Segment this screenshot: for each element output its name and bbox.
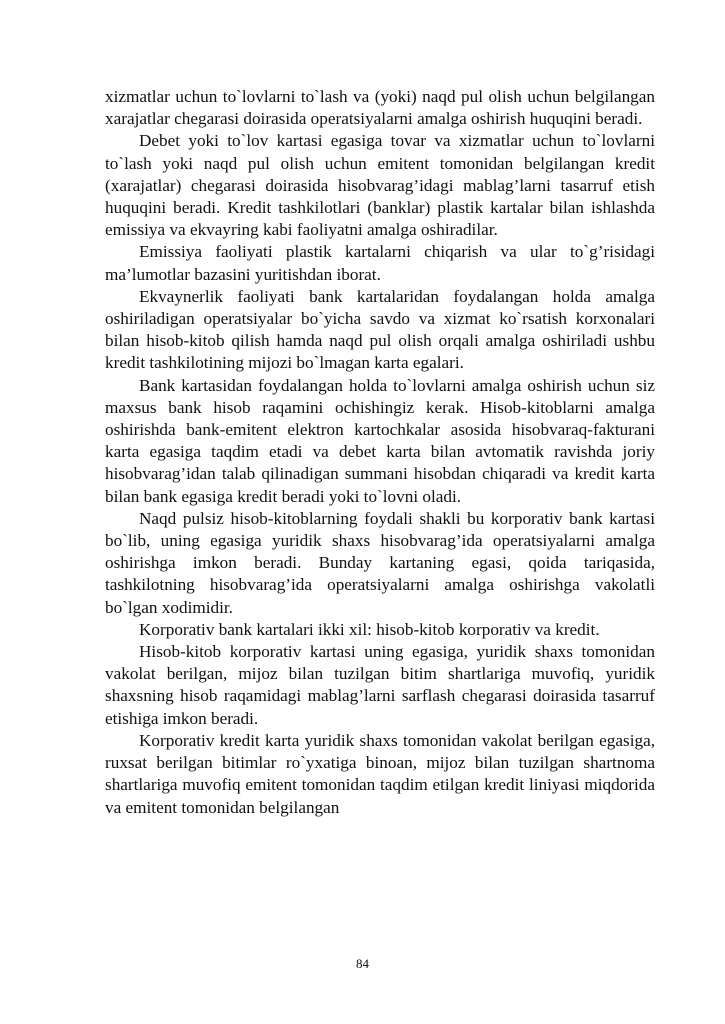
paragraph-3: Emissiya faoliyati plastik kartalarni chiqarish va ular to`g’risidagi ma’lumotlar bazasini yuritishdan iborat. xyxy=(105,242,655,284)
paragraph-2: Debet yoki to`lov kartasi egasiga tovar va xizmatlar uchun to`lovlarni to`lash yoki naqd pul olish uchun emitent tomonidan belgilangan kredit (xarajatlar) chegarasi doirasida hisobvarag’idagi mablag’larni tasarruf etish huquqini beradi. Kredit tashkilotlari (banklar) plastik kartalar bilan ishlashda emissiya va ekvayring kabi faoliyatni amalga oshiradilar. xyxy=(105,131,655,240)
page-number: 84 xyxy=(356,956,369,971)
paragraph-7: Korporativ bank kartalari ikki xil: hisob-kitob korporativ va kredit. xyxy=(139,619,600,639)
paragraph-5: Bank kartasidan foydalangan holda to`lovlarni amalga oshirish uchun siz maxsus bank hisob raqamini ochishingiz kerak. Hisob-kitoblarni amalga oshirishda bank-emitent elektron kartochkalar asosida hisobvaraq-fakturani karta egasiga taqdim etadi va debet karta bilan avtomatik ravishda joriy hisobvarag’idan talab qilinadigan summani hisobdan chiqaradi va kredit karta bilan bank egasiga kredit beradi yoki to`lovni oladi. xyxy=(105,375,655,506)
paragraph-1: xizmatlar uchun to`lovlarni to`lash va (yoki) naqd pul olish uchun belgilangan xarajatlar chegarasi doirasida operatsiyalarni amalga oshirish huquqini beradi. xyxy=(105,87,655,129)
paragraph-8: Hisob-kitob korporativ kartasi uning egasiga, yuridik shaxs tomonidan vakolat berilgan, mijoz bilan tuzilgan bitim shartlariga muvofiq, yuridik shaxsning hisob raqamidagi mablag’larni sarflash chegarasi doirasida tasarruf etishiga imkon beradi. xyxy=(105,642,655,728)
paragraph-4: Ekvaynerlik faoliyati bank kartalaridan foydalangan holda amalga oshiriladigan operatsiyalar bo`yicha savdo va xizmat ko`rsatish korxonalari bilan hisob-kitob qilish hamda naqd pul olish orqali amalga oshiriladi ushbu kredit tashkilotining mijozi bo`lmagan karta egalari. xyxy=(105,286,655,373)
paragraph-9: Korporativ kredit karta yuridik shaxs tomonidan vakolat berilgan egasiga, ruxsat berilgan bitimlar ro`yxatiga binoan, mijoz bilan tuzilgan shartnoma shartlariga muvofiq emitent tomonidan taqdim etilgan kredit liniyasi miqdorida va emitent tomonidan belgilangan xyxy=(105,730,655,817)
document-body xyxy=(105,86,655,819)
paragraph-6: Naqd pulsiz hisob-kitoblarning foydali shakli bu korporativ bank kartasi bo`lib, uning egasiga yuridik shaxs hisobvarag’ida operatsiyalarni amalga oshirishga imkon beradi. Bunday kartaning egasi, qoida tariqasida, tashkilotning hisobvarag’ida operatsiyalarni amalga oshirishga vakolatli bo`lgan xodimidir. xyxy=(105,508,655,617)
